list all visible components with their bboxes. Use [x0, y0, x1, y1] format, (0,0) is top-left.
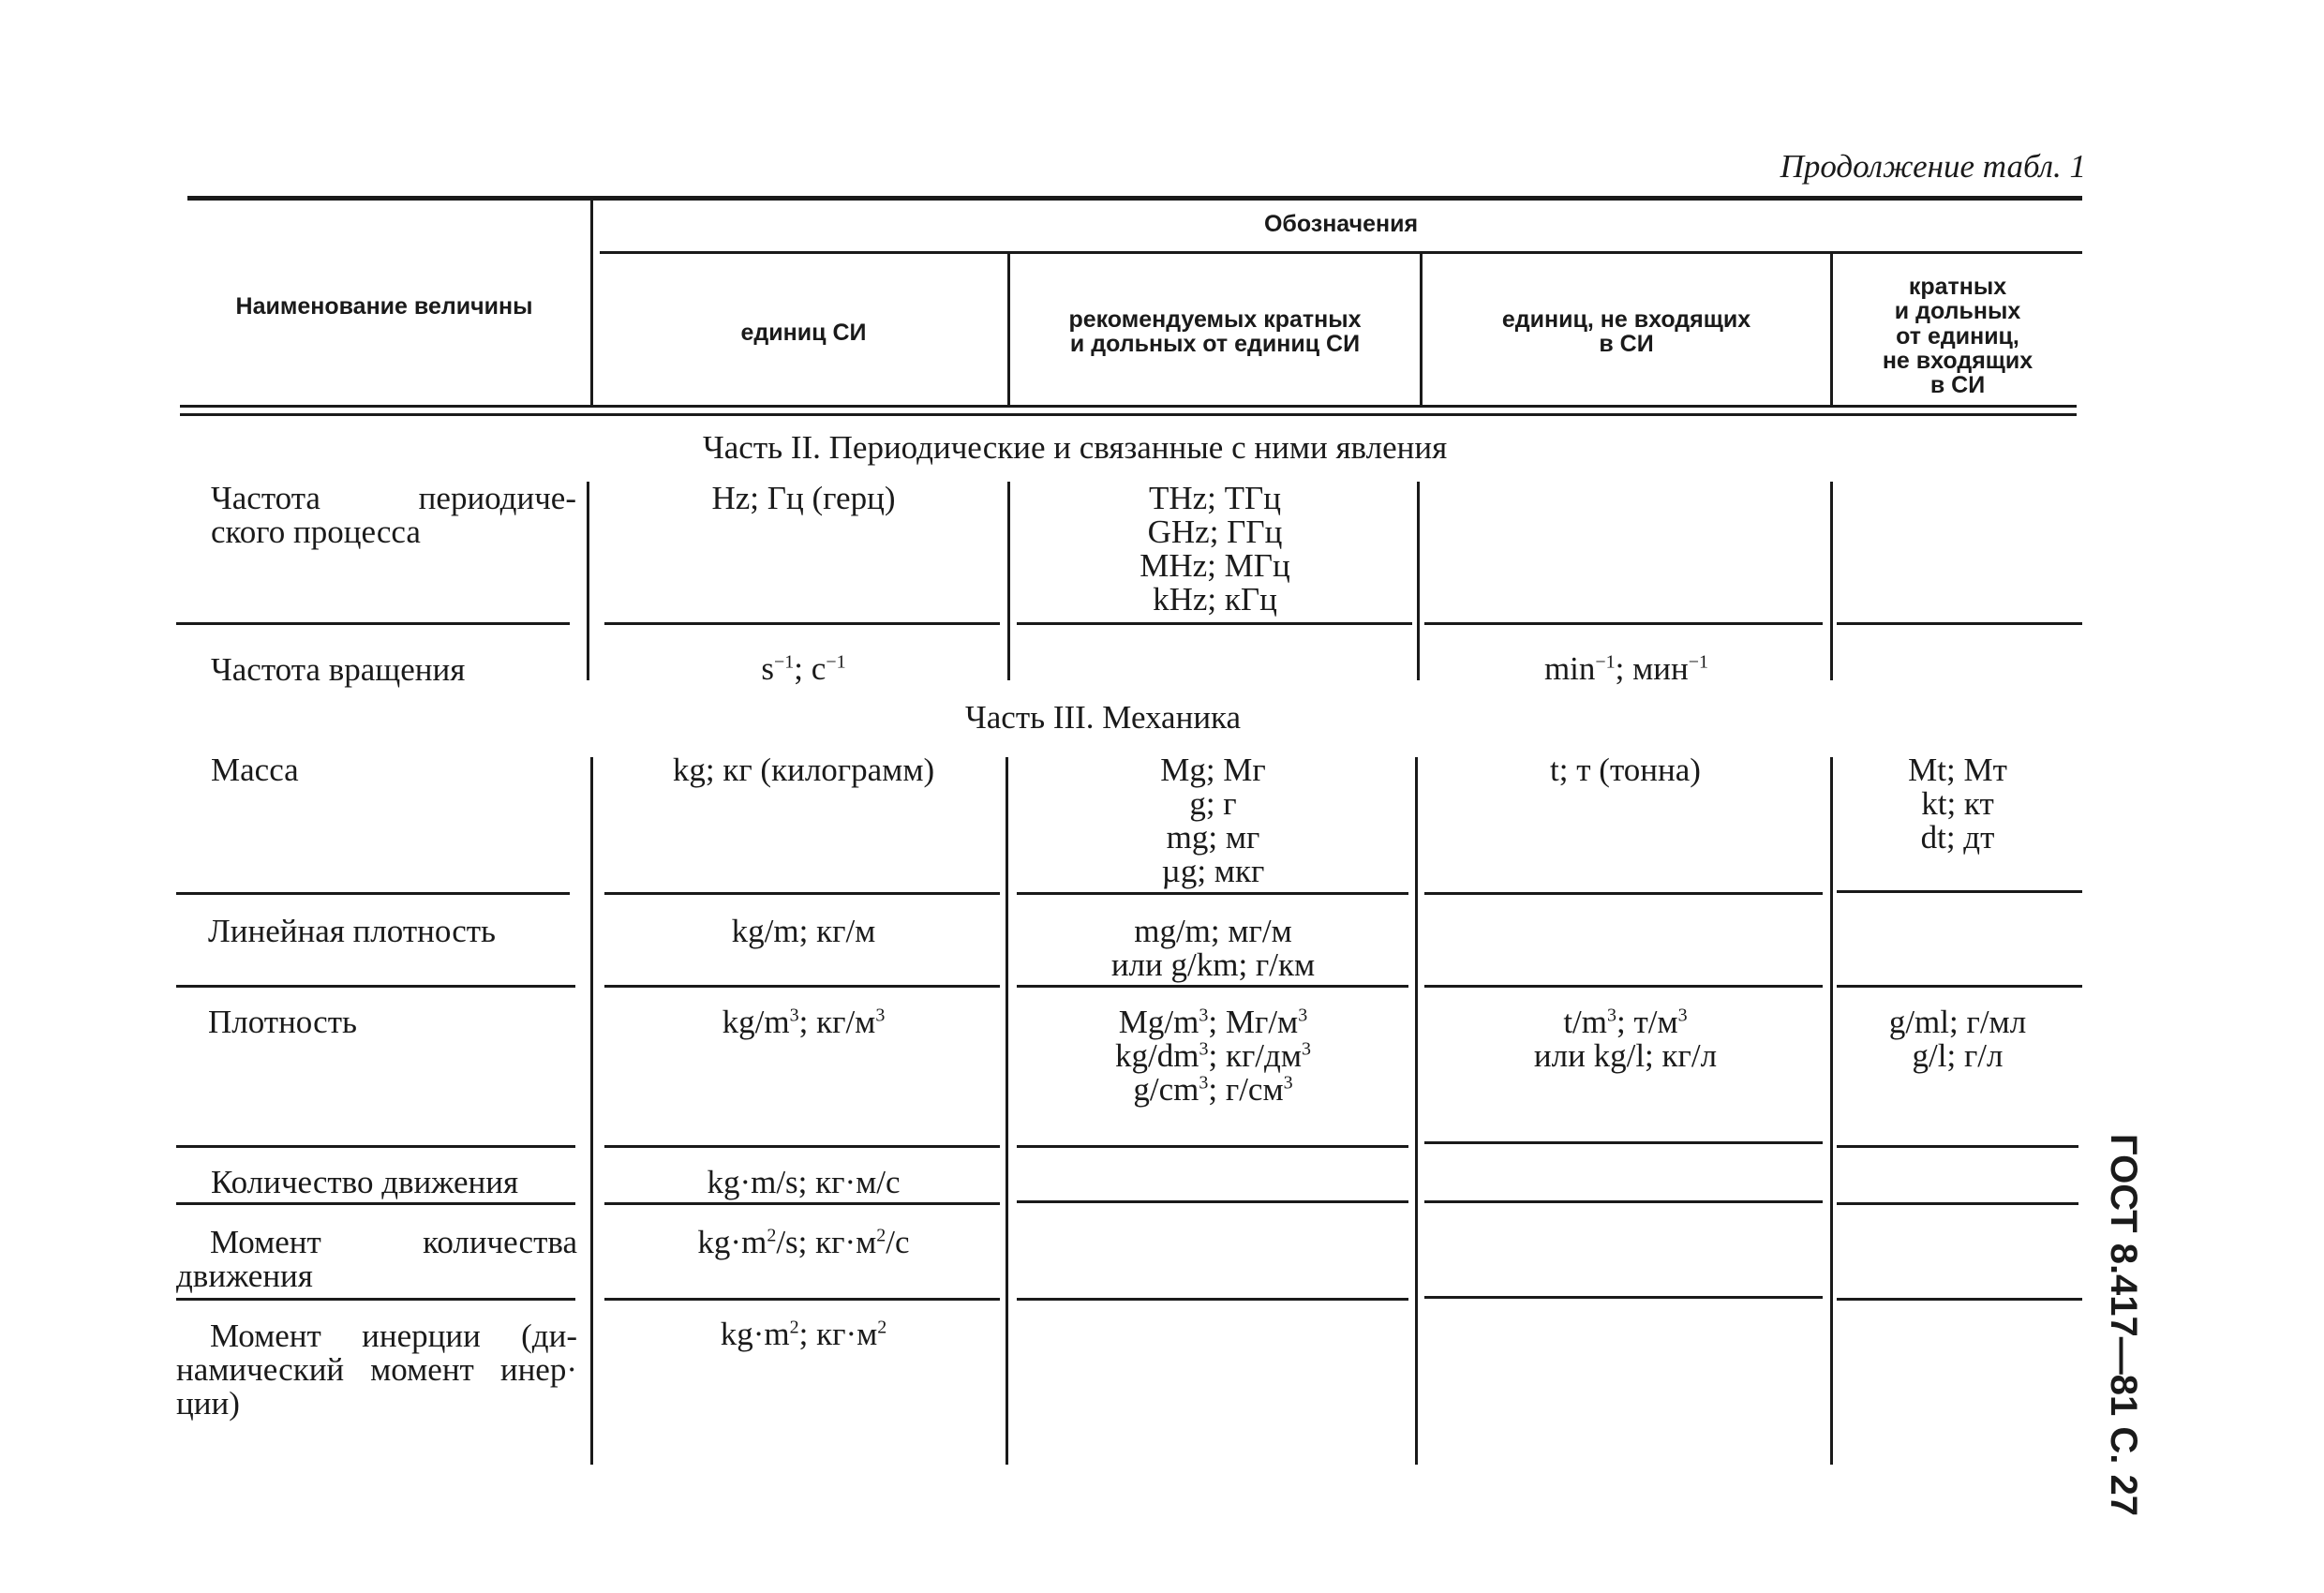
- header-divider-name: [590, 201, 593, 405]
- row-rotation-name: Частота вращения: [211, 651, 466, 688]
- row-mass-non-si-multiples: Mt; Мт kt; кт dt; дт: [1908, 752, 2007, 856]
- row-frequency-multiples: THz; ТГц GHz; ГГц MHz; МГц kHz; кГц: [1140, 480, 1290, 618]
- section-part-3: Часть III. Механика: [965, 699, 1242, 736]
- divider-name-p2: [587, 482, 589, 680]
- designations-rule: [600, 251, 2082, 254]
- row-linear-density-multiples: mg/m; мг/м или g/km; г/км: [1110, 913, 1316, 983]
- row-density-multiples: $Mg/m^3$; $Мг/м^3$ $kg/dm^3$; $кг/дм^3$ $g/cm^3$; $г/см^3$: [1115, 1004, 1311, 1108]
- row-momentum-name: Количество движения: [211, 1164, 519, 1200]
- row-density-non-si-multiples: g/ml; г/мл g/l; г/л: [1888, 1004, 2027, 1074]
- header-bottom-rule-1: [180, 405, 2077, 408]
- section-part-2: Часть II. Периодические и связанные с ними явления: [703, 429, 1448, 466]
- table-caption: Продолжение табл. 1: [1780, 148, 2086, 185]
- side-label: ГОСТ 8.417—81 С. 27: [2103, 1134, 2144, 1517]
- header-designations: Обозначения: [1263, 211, 1419, 237]
- row-angular-momentum-si: $kg\cdot m^2/s$; $кг\cdot м^2/с$: [697, 1224, 910, 1260]
- row-density-si: $kg/m^3$; $кг/м^3$: [722, 1004, 886, 1040]
- row-linear-density-name: Линейная плотность: [208, 913, 497, 949]
- row-inertia-si: $kg\cdot m^2$; $кг\cdot м^2$: [720, 1316, 887, 1352]
- header-non-si: единиц, не входящих в СИ: [1501, 306, 1751, 358]
- row-mass-si: kg; кг (килограмм): [672, 752, 935, 788]
- row-frequency-si: Hz; Гц (герц): [711, 480, 896, 516]
- row-rotation-si: $s^{-1}$; $с^{-1}$: [761, 650, 846, 687]
- row-linear-density-si: kg/m; кг/м: [731, 913, 876, 949]
- row-angular-momentum-name: Момент количества движения: [176, 1224, 577, 1294]
- header-bottom-rule-2: [180, 413, 2077, 416]
- row-density-name: Плотность: [208, 1004, 357, 1040]
- row-rotation-non-si: $\min^{-1}$; мин$^{-1}$: [1543, 650, 1709, 687]
- divider-non-si-p3: [1830, 757, 1833, 1465]
- row-frequency-name: Частота периодиче- ского процесса: [211, 480, 576, 550]
- top-rule: [187, 196, 2082, 201]
- header-non-si-multiples: кратных и дольных от единиц, не входящих в СИ: [1882, 274, 2034, 398]
- row-mass-name: Масса: [211, 752, 299, 788]
- row-density-non-si: $t/m^3$; $т/м^3$ или kg/l; кг/л: [1533, 1004, 1718, 1074]
- divider-name-p3: [590, 757, 593, 1465]
- header-name: Наименование величины: [235, 293, 533, 320]
- row-inertia-name: Момент инерции (ди- намический момент инер· ции): [176, 1318, 577, 1422]
- divider-non-si-p2: [1830, 482, 1833, 680]
- header-multiples: рекомендуемых кратных и дольных от единиц СИ: [1068, 306, 1362, 358]
- header-si: единиц СИ: [740, 320, 867, 346]
- row-mass-non-si: t; т (тонна): [1550, 752, 1701, 788]
- row-momentum-si: kg·m/s; кг·м/с: [707, 1164, 901, 1200]
- row-mass-multiples: Mg; Мг g; г mg; мг µg; мкг: [1160, 752, 1266, 889]
